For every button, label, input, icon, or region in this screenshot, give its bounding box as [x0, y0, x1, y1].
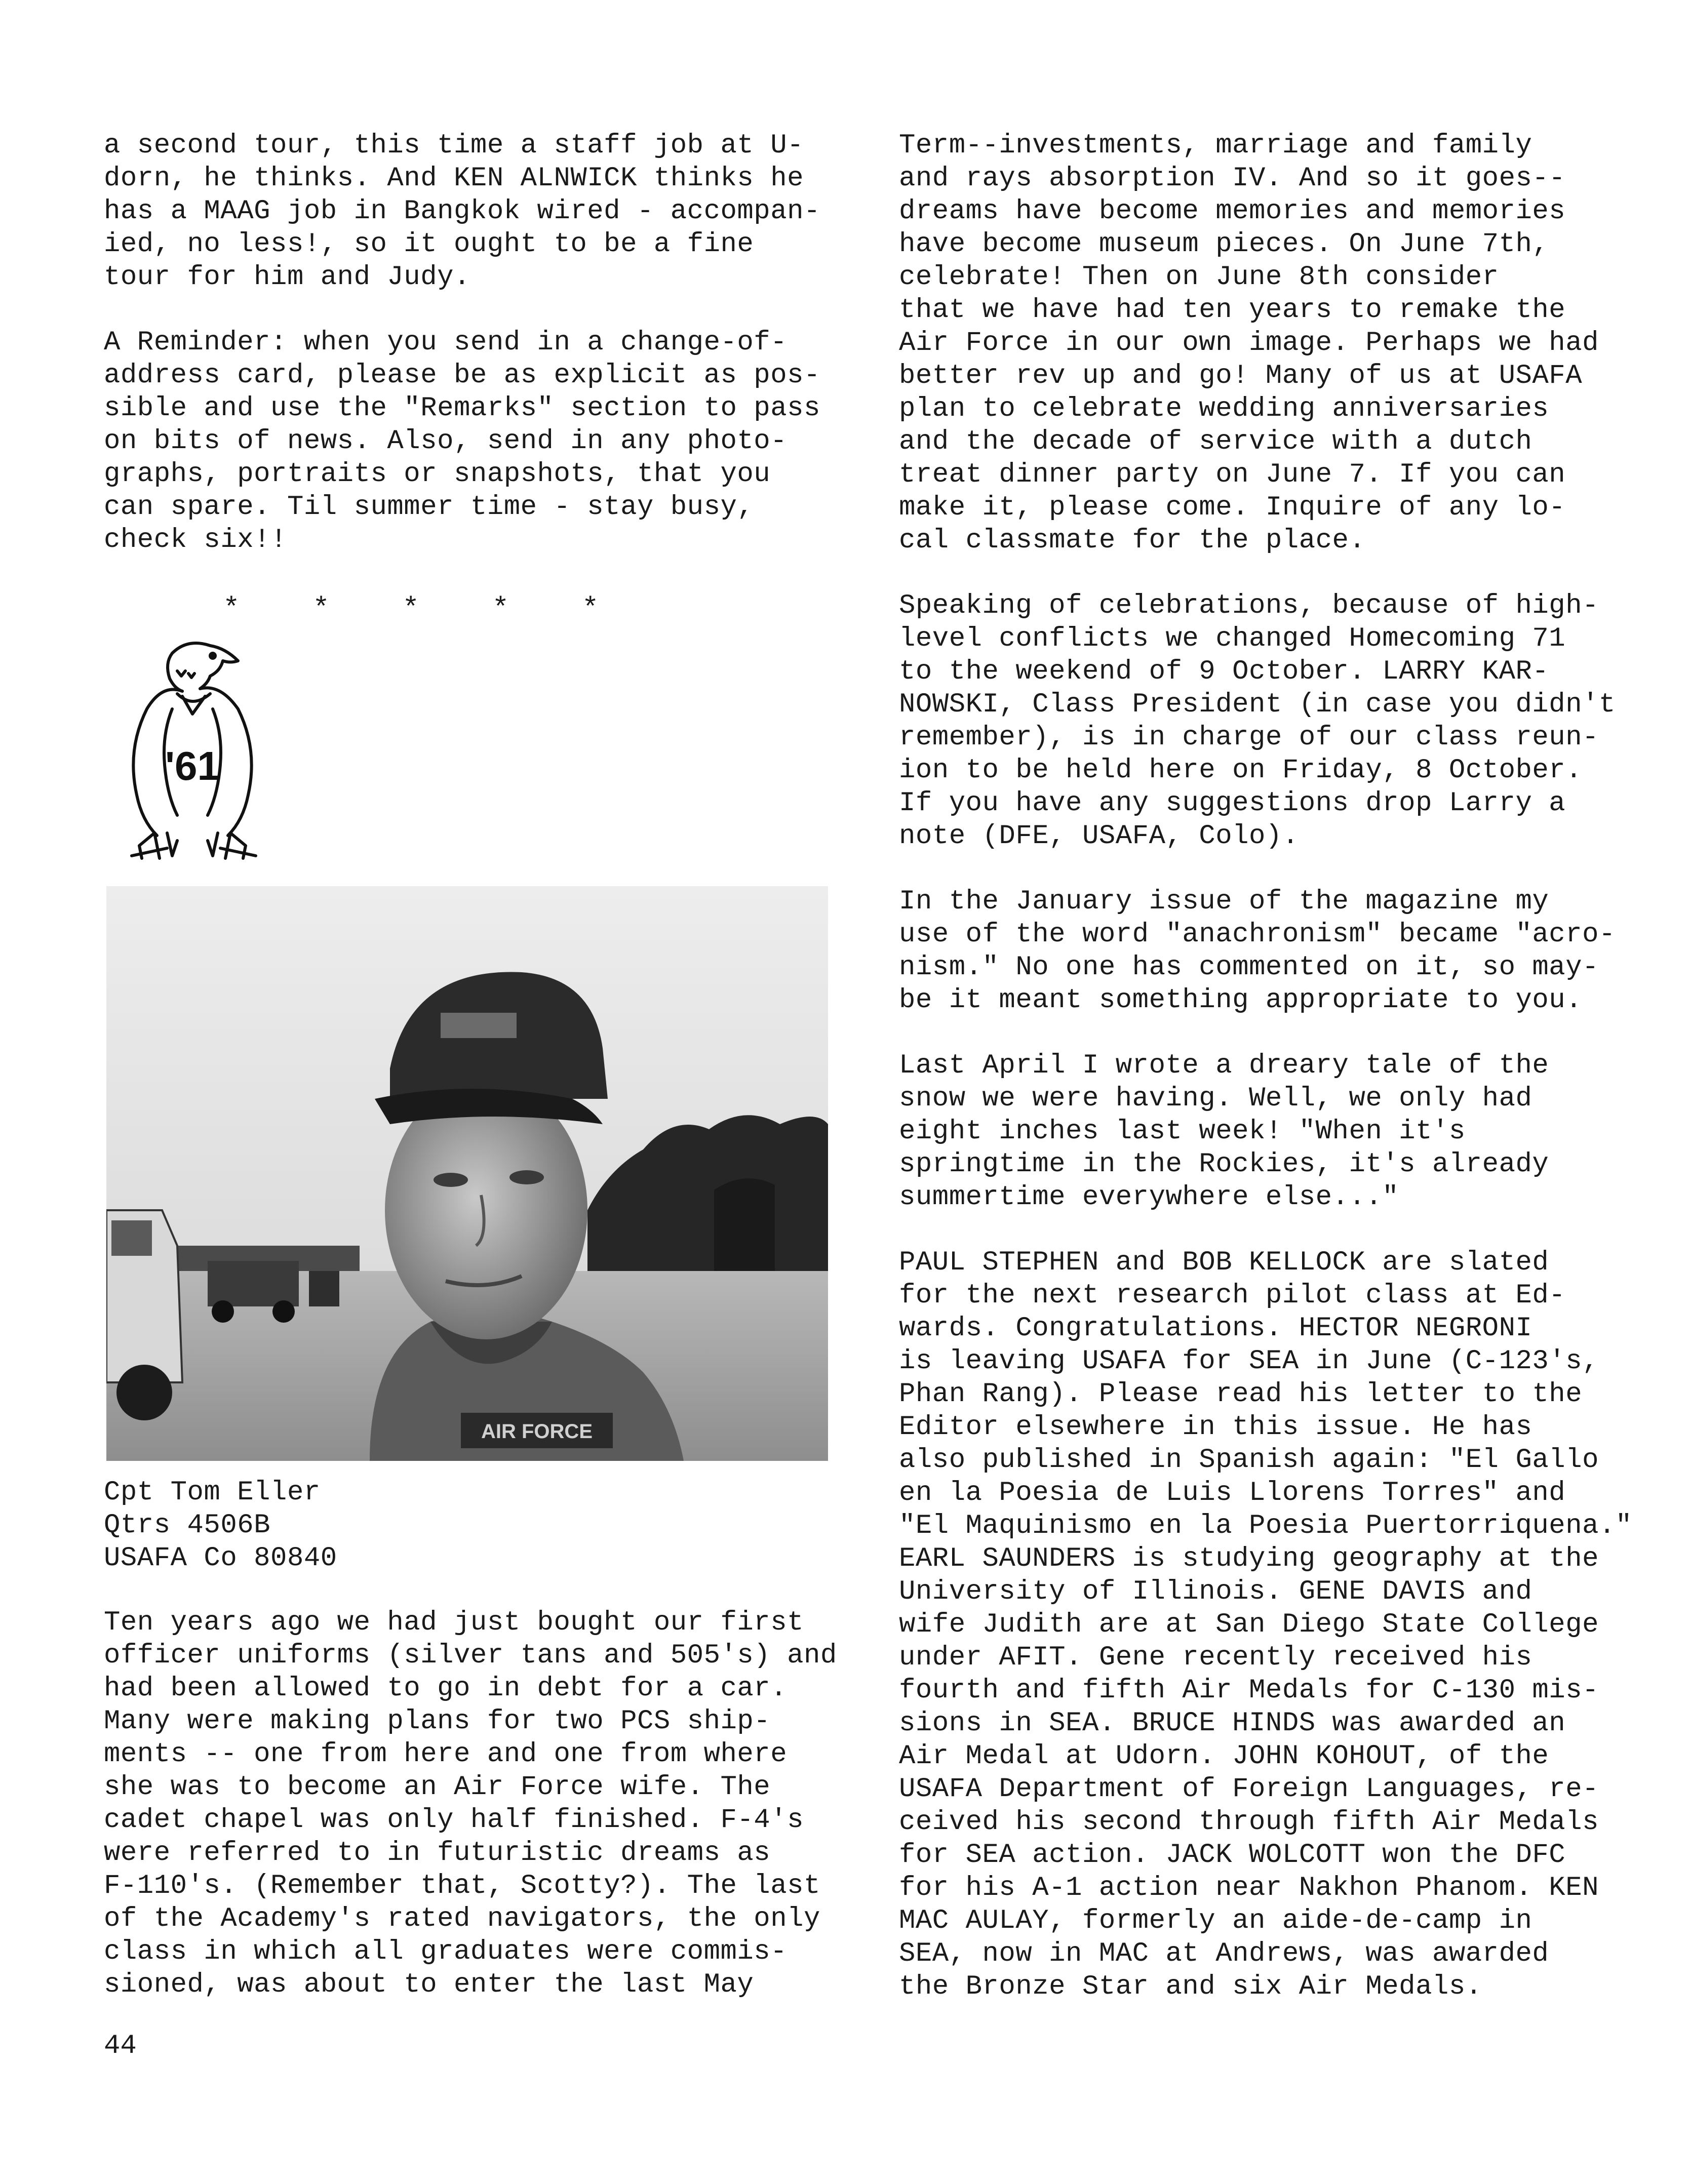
portrait-photo [106, 886, 828, 1461]
class-eagle-emblem [111, 633, 273, 861]
section-separator: * * * * * [223, 592, 599, 625]
paragraph-class-news: PAUL STEPHEN and BOB KELLOCK are slated for the next research pilot class at Ed- wards. Congratulations. HECTOR NEGRONI is leaving USAFA for SEA in June (C-123's, Phan Rang). Please read his letter to the Editor elsewhere in this issue. He has also published in Spanish again: "El Gallo en la Poesia de Luis Llorens Torres" and "El Maquinismo en la Poesia Puertorriquena." EARL SAUNDERS is studying geography at the University of Illinois. GENE DAVIS and wife Judith are at San Diego State College under AFIT. Gene recently received his fourth and fifth Air Medals for C-130 mis- sions in SEA. BRUCE HINDS was awarded an Air Medal at Udorn. JOHN KOHOUT, of the USAFA Department of Foreign Languages, re- ceived his second through fifth Air Medals for SEA action. JACK WOLCOTT won the DFC for his A-1 action near Nakhon Phanom. KEN MAC AULAY, formerly an aide-de-camp in SEA, now in MAC at Andrews, was awarded the Bronze Star and six Air Medals. [899, 1247, 1632, 2002]
page-number: 44 [104, 2031, 137, 2061]
paragraph-january-issue: In the January issue of the magazine my use of the word "anachronism" became "acro- nism." No one has commented on it, so may- be it meant something appropriate to you. [899, 886, 1616, 1016]
paragraph-celebrations: Speaking of celebrations, because of high- level conflicts we changed Homecoming 71 to the weekend of 9 October. LARRY KAR- NOWSKI, Class President (in case you didn't remember), is in charge of our class reun- ion to be held here on Friday, 8 October. If you have any suggestions drop Larry a note (DFE, USAFA, Colo). [899, 590, 1616, 852]
paragraph-term-investments: Term--investments, marriage and family and rays absorption IV. And so it goes-- dreams have become memories and memories have become museum pieces. On June 7th, celebrate! Then on June 8th consider that we have had ten years to remake the Air Force in our own image. Perhaps we had better rev up and go! Many of us at USAFA plan to celebrate wedding anniversaries and the decade of service with a dutch treat dinner party on June 7. If you can make it, please come. Inquire of any lo- cal classmate for the place. [899, 130, 1599, 556]
paragraph-last-april: Last April I wrote a dreary tale of the snow we were having. Well, we only had eight inches last week! "When it's springtime in the Rockies, it's already summertime everywhere else..." [899, 1050, 1549, 1213]
left-column-top [104, 129, 843, 589]
right-column [899, 129, 1638, 2003]
emblem-year-text: '61 [165, 743, 220, 788]
paragraph-reminder: A Reminder: when you send in a change-of- address card, please be as explicit as pos- sible and use the "Remarks" section to pass on bits of news. Also, send in any photo- graphs, portraits or snapshots, that you can spare. Til summer time - stay busy, check six!! [104, 327, 820, 555]
paragraph-ten-years-ago: Ten years ago we had just bought our first officer uniforms (silver tans and 505's) and had been allowed to go in debt for a car. Many were making plans for two PCS ship- ments -- one from here and one from where she was to become an Air Force wife. The cadet chapel was only half finished. F-4's were referred to in futuristic dreams as F-110's. (Remember that, Scotty?). The last of the Academy's rated navigators, the only class in which all graduates were commis- sioned, was about to enter the last May [104, 1607, 837, 2000]
photo-caption: Cpt Tom Eller Qtrs 4506B USAFA Co 80840 [104, 1477, 337, 1574]
paragraph-second-tour: a second tour, this time a staff job at U- dorn, he thinks. And KEN ALNWICK thinks he has a MAAG job in Bangkok wired - accompan- ied, no less!, so it ought to be a fine tour for him and Judy. [104, 130, 820, 293]
uniform-patch-text: AIR FORCE [481, 1420, 593, 1443]
